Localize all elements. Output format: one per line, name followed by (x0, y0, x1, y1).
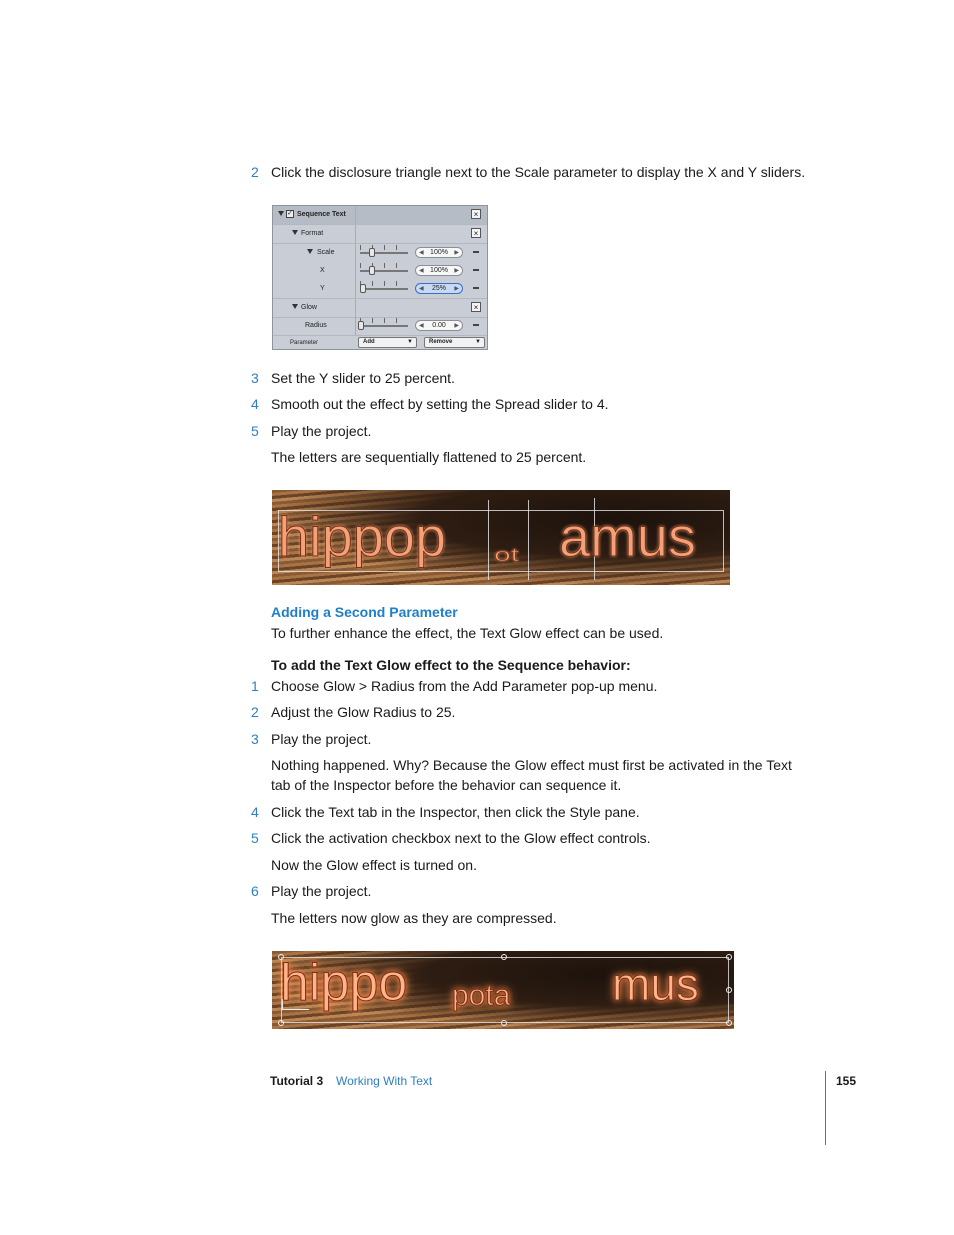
step-text: Smooth out the effect by setting the Spread slider to 4. (271, 396, 609, 412)
increment-arrow-icon: ▶ (454, 323, 459, 329)
x-value: 100% (430, 267, 448, 274)
step-number: 2 (251, 704, 259, 720)
column-divider (355, 225, 356, 243)
add-parameter-popup (358, 337, 417, 348)
step-number: 6 (251, 883, 259, 899)
section-heading: Adding a Second Parameter (271, 604, 458, 620)
word-left: hippop (278, 505, 447, 568)
column-divider (355, 262, 356, 280)
scale-slider-track (360, 252, 408, 254)
step-number: 3 (251, 731, 259, 747)
step-text: Adjust the Glow Radius to 25. (271, 704, 456, 720)
column-divider (355, 244, 356, 262)
radius-label: Radius (305, 322, 327, 329)
format-label: Format (301, 230, 324, 237)
remove-parameter-popup (424, 337, 485, 348)
step-number: 1 (251, 678, 259, 694)
chevron-down-icon: ▼ (475, 339, 481, 345)
chevron-down-icon: ▼ (407, 339, 413, 345)
transform-handle (501, 1020, 507, 1026)
footer-chapter-link[interactable]: Working With Text (336, 1074, 433, 1088)
step-number: 4 (251, 396, 259, 412)
step-number: 2 (251, 164, 259, 180)
activation-checkbox: ✓ (287, 210, 293, 217)
page-number: 155 (836, 1074, 857, 1088)
x-row (273, 262, 487, 280)
transform-handle (501, 954, 507, 960)
slider-ticks (360, 245, 408, 250)
step-text: Click the activation checkbox next to the Glow effect controls. (271, 830, 651, 846)
word-mid: ot (494, 545, 520, 566)
radius-slider-knob (358, 321, 364, 330)
inspector-parameters-panel (272, 205, 488, 350)
increment-arrow-icon: ▶ (454, 286, 459, 292)
task-heading: To add the Text Glow effect to the Sequence behavior: (271, 657, 631, 673)
scale-slider-knob (369, 248, 375, 257)
step-text: Click the Text tab in the Inspector, then click the Style pane. (271, 804, 640, 820)
y-slider-track (360, 288, 408, 290)
slider-ticks (360, 318, 408, 323)
y-row (273, 280, 487, 299)
reset-icon: × (471, 302, 481, 312)
add-label: Add (363, 339, 375, 345)
y-value-field (415, 283, 463, 294)
sequence-text-row (273, 206, 487, 225)
note-paragraph: Nothing happened. Why? Because the Glow effect must first be activated in the Text tab of the Inspector before the behavior can sequence it. (271, 757, 792, 793)
parameter-row (273, 335, 487, 353)
step-text: Click the disclosure triangle next to the Scale parameter to display the X and Y sliders. (271, 164, 806, 180)
step-text: Play the project. (271, 731, 372, 747)
result-text: The letters now glow as they are compressed. (271, 910, 557, 926)
y-value: 25% (431, 285, 446, 292)
scale-value-field (415, 247, 463, 258)
step-number: 5 (251, 423, 259, 439)
sequence-text-label: Sequence Text (297, 211, 346, 218)
guide-line (528, 500, 529, 580)
result-text: Now the Glow effect is turned on. (271, 857, 477, 873)
step-text: Play the project. (271, 423, 372, 439)
step-text: Play the project. (271, 883, 372, 899)
disclosure-triangle-icon (292, 230, 298, 235)
y-label: Y (320, 285, 325, 292)
step-text: Choose Glow > Radius from the Add Parameter pop-up menu. (271, 678, 658, 694)
step-number: 3 (251, 370, 259, 386)
radius-slider-track (360, 325, 408, 327)
radius-row (273, 317, 487, 336)
reset-icon: × (471, 209, 481, 219)
parameter-label: Parameter (290, 340, 319, 346)
increment-arrow-icon: ▶ (454, 268, 459, 274)
word-left: hippo (280, 954, 408, 1012)
footer-divider (825, 1071, 826, 1145)
guide-line (488, 500, 489, 580)
word-right: amus (559, 505, 696, 568)
step-number: 4 (251, 804, 259, 820)
footer-tutorial: Tutorial 3 (270, 1074, 324, 1088)
scale-value: 100% (430, 249, 448, 256)
decrement-arrow-icon: ◀ (419, 250, 424, 256)
format-row (273, 225, 487, 244)
decrement-arrow-icon: ◀ (419, 286, 424, 292)
animation-menu-icon (473, 324, 479, 326)
transform-handle (726, 1020, 732, 1026)
decrement-arrow-icon: ◀ (419, 323, 424, 329)
column-divider (355, 280, 356, 298)
x-slider-knob (369, 266, 375, 275)
animation-menu-icon (473, 251, 479, 253)
section-intro: To further enhance the effect, the Text Glow effect can be used. (271, 625, 664, 641)
glow-row (273, 299, 487, 318)
scale-row (273, 244, 487, 262)
hippopotamus-glow-image (272, 951, 734, 1029)
radius-value: 0.00 (432, 322, 446, 329)
animation-menu-icon (473, 269, 479, 271)
remove-label: Remove (429, 339, 453, 345)
reset-icon: × (471, 228, 481, 238)
column-divider (355, 299, 356, 317)
x-value-field (415, 265, 463, 276)
glow-label: Glow (301, 304, 317, 311)
disclosure-triangle-icon (292, 304, 298, 309)
y-slider-knob (360, 284, 366, 293)
hippopotamus-flattened-image (272, 490, 730, 585)
result-text: The letters are sequentially flattened to 25 percent. (271, 449, 587, 465)
disclosure-triangle-icon (278, 211, 284, 216)
animation-menu-icon (473, 287, 479, 289)
x-label: X (320, 267, 325, 274)
word-mid: pota (452, 979, 511, 1012)
transform-handle (278, 1020, 284, 1026)
transform-handle (726, 954, 732, 960)
slider-ticks (360, 263, 408, 268)
column-divider (355, 317, 356, 335)
scale-label: Scale (317, 249, 335, 256)
decrement-arrow-icon: ◀ (419, 268, 424, 274)
word-right: mus (612, 958, 699, 1010)
x-slider-track (360, 270, 408, 272)
transform-handle (726, 987, 732, 993)
slider-ticks (360, 281, 408, 286)
column-divider (355, 206, 356, 224)
increment-arrow-icon: ▶ (454, 250, 459, 256)
step-text: Set the Y slider to 25 percent. (271, 370, 455, 386)
step-number: 5 (251, 830, 259, 846)
radius-value-field (415, 320, 463, 331)
disclosure-triangle-icon (307, 249, 313, 254)
